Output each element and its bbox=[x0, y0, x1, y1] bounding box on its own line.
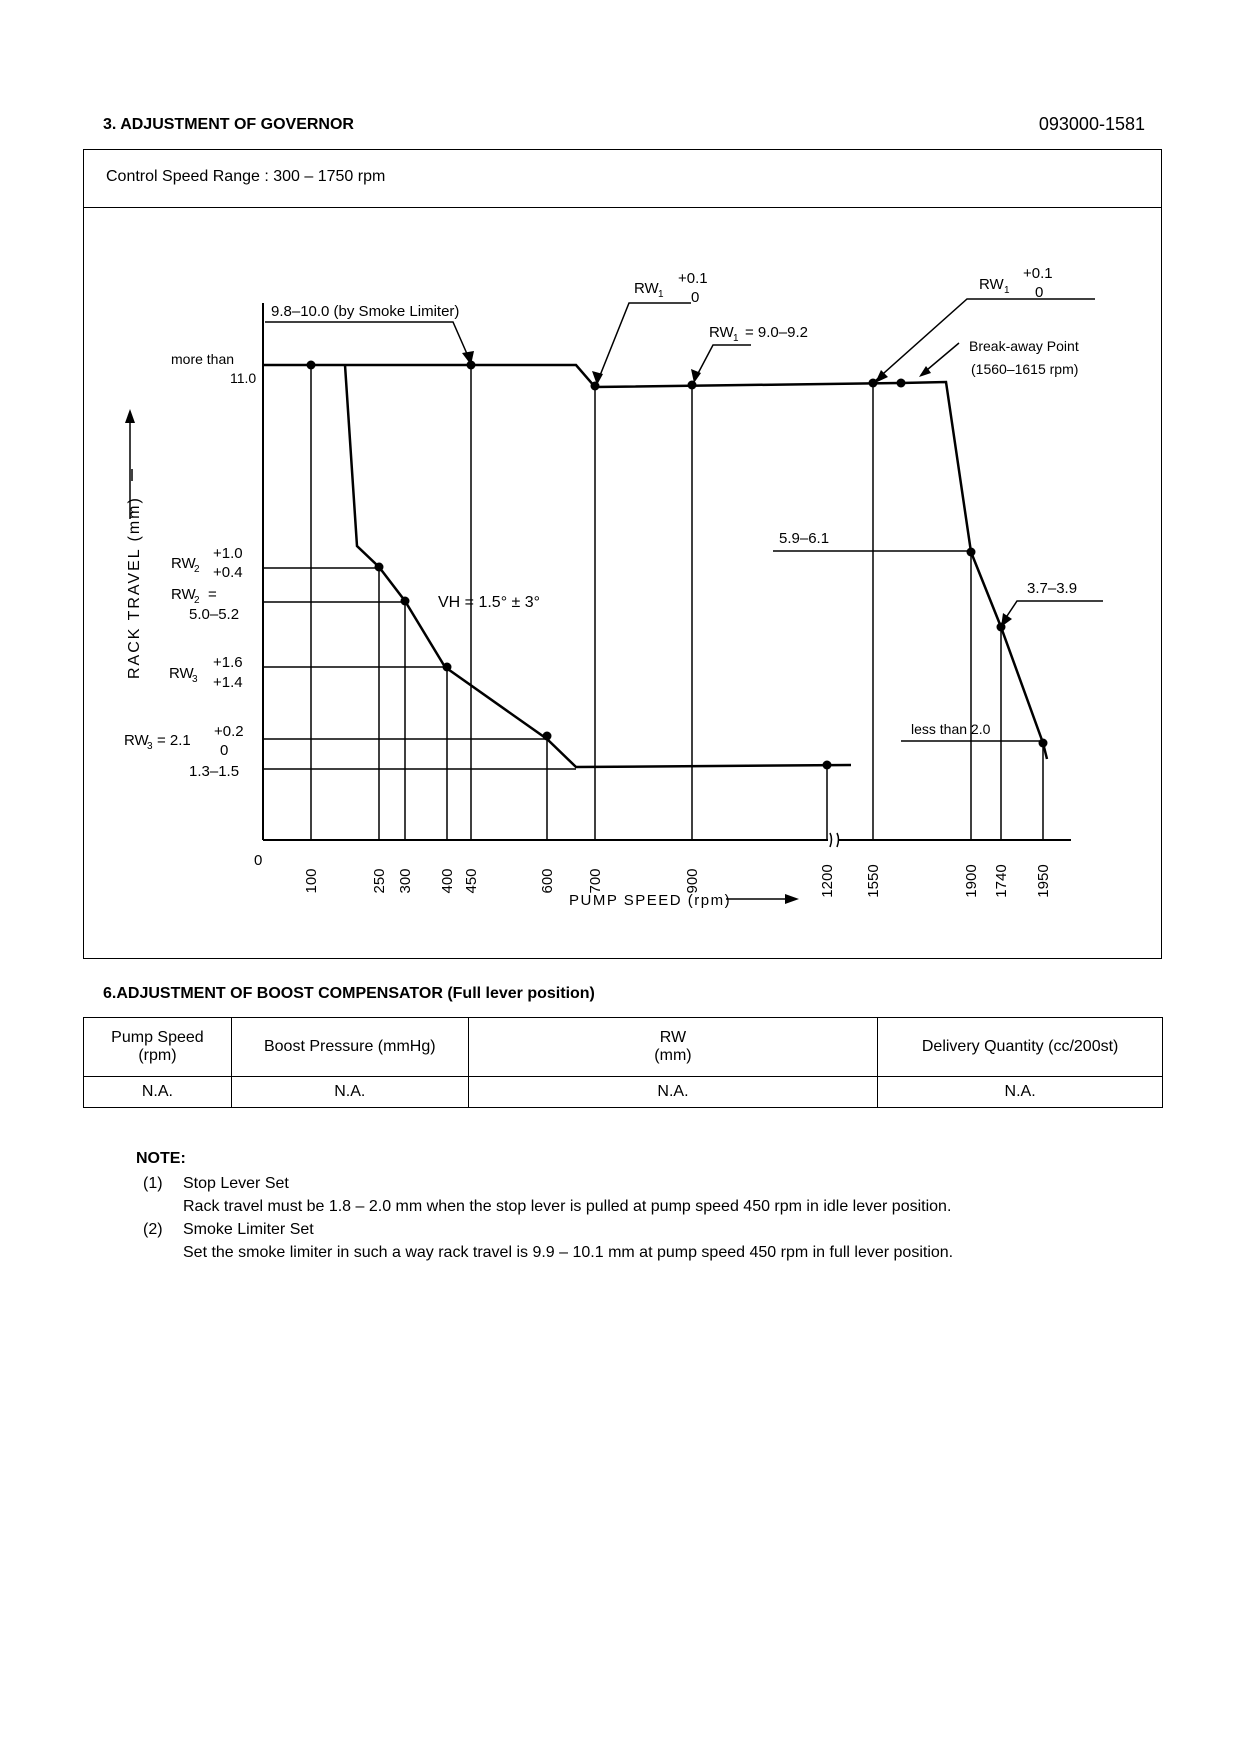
boost-table bbox=[83, 1017, 1163, 1108]
axis-break-mark bbox=[830, 833, 839, 847]
cell-delivery-quantity: N.A. bbox=[878, 1077, 1163, 1108]
full-load-curve bbox=[263, 365, 1047, 759]
data-point bbox=[307, 361, 316, 370]
note-heading: NOTE: bbox=[136, 1150, 186, 1167]
data-point bbox=[1039, 739, 1048, 748]
svg-text:+1.0: +1.0 bbox=[213, 545, 243, 562]
cell-rw: N.A. bbox=[468, 1077, 878, 1108]
cell-boost-pressure: N.A. bbox=[231, 1077, 468, 1108]
svg-text:RW: RW bbox=[171, 586, 196, 603]
value-11-label: 11.0 bbox=[230, 370, 257, 386]
table-row bbox=[84, 1077, 1163, 1108]
governor-chart bbox=[84, 208, 1160, 956]
idle-range-label: 1.3–1.5 bbox=[189, 763, 240, 780]
rw1-range-label: = 9.0–9.2 bbox=[745, 324, 808, 341]
x-tick-label: 900 bbox=[684, 868, 701, 894]
svg-text:3: 3 bbox=[147, 741, 153, 752]
idle-curve bbox=[345, 365, 851, 767]
data-point bbox=[997, 623, 1006, 632]
svg-text:5.0–5.2: 5.0–5.2 bbox=[189, 606, 240, 623]
svg-text:+1.4: +1.4 bbox=[213, 674, 243, 691]
more-than-label: more than bbox=[171, 351, 235, 367]
x-tick-label: 300 bbox=[397, 868, 414, 894]
x-tick-label: 250 bbox=[371, 868, 388, 894]
data-point bbox=[375, 563, 384, 572]
cell-pump-speed: N.A. bbox=[84, 1077, 232, 1108]
svg-text:+0.4: +0.4 bbox=[213, 564, 243, 581]
svg-text:+1.6: +1.6 bbox=[213, 654, 243, 671]
svg-text:RW: RW bbox=[169, 665, 194, 682]
x-tick-label: 1200 bbox=[819, 864, 836, 898]
svg-text:1: 1 bbox=[733, 333, 739, 344]
note-item: (2) Smoke Limiter Set bbox=[143, 1221, 314, 1238]
svg-text:1: 1 bbox=[658, 289, 664, 300]
svg-text:RW: RW bbox=[979, 276, 1004, 293]
svg-text:2: 2 bbox=[194, 595, 200, 606]
vh-label: VH = 1.5° ± 3° bbox=[438, 594, 541, 611]
table-header-row bbox=[84, 1018, 1163, 1077]
smoke-limiter-label: 9.8–10.0 (by Smoke Limiter) bbox=[271, 303, 460, 320]
svg-text:0: 0 bbox=[1035, 284, 1044, 301]
header-boost-pressure: Boost Pressure (mmHg) bbox=[231, 1018, 468, 1077]
document-number: 093000-1581 bbox=[1038, 114, 1145, 134]
less-than-label: less than 2.0 bbox=[911, 721, 991, 737]
data-point bbox=[443, 663, 452, 672]
svg-text:RW: RW bbox=[124, 732, 149, 749]
data-point bbox=[467, 361, 476, 370]
value-59-61-label: 5.9–6.1 bbox=[779, 530, 830, 547]
svg-text:=: = bbox=[208, 586, 217, 603]
x-axis-title: PUMP SPEED (rpm) bbox=[569, 892, 732, 909]
x-tick-label: 1950 bbox=[1035, 864, 1052, 898]
svg-text:1: 1 bbox=[1004, 285, 1010, 296]
break-away-range: (1560–1615 rpm) bbox=[971, 361, 1079, 377]
x-tick-label: 400 bbox=[439, 868, 456, 894]
header-rw: RW (mm) bbox=[468, 1018, 878, 1077]
control-speed-range: Control Speed Range : 300 – 1750 rpm bbox=[84, 150, 1161, 208]
x-tick-label: 1900 bbox=[963, 864, 980, 898]
data-point bbox=[591, 382, 600, 391]
x-tick-label: 450 bbox=[463, 868, 480, 894]
y-axis-title: RACK TRAVEL (mm) bbox=[126, 496, 143, 679]
x-tick-label: 700 bbox=[587, 868, 604, 894]
x-axis-arrowhead bbox=[785, 894, 799, 904]
data-point bbox=[401, 597, 410, 606]
x-tick-label: 0 bbox=[254, 852, 263, 869]
x-tick-label: 1740 bbox=[993, 864, 1010, 898]
break-away-label: Break-away Point bbox=[969, 338, 1079, 354]
svg-text:0: 0 bbox=[220, 742, 229, 759]
notes-list bbox=[143, 1172, 1143, 1264]
note-text: Set the smoke limiter in such a way rack travel is 9.9 – 10.1 mm at pump speed 450 rpm in full lever position. bbox=[183, 1244, 954, 1261]
svg-text:= 2.1: = 2.1 bbox=[157, 732, 191, 749]
svg-text:RW: RW bbox=[171, 555, 196, 572]
svg-text:+0.1: +0.1 bbox=[678, 270, 708, 287]
data-point bbox=[869, 379, 878, 388]
boost-section-title: 6.ADJUSTMENT OF BOOST COMPENSATOR (Full lever position) bbox=[103, 985, 595, 1002]
governor-panel bbox=[83, 149, 1162, 959]
data-point bbox=[967, 548, 976, 557]
x-tick-label: 100 bbox=[303, 868, 320, 894]
data-point bbox=[543, 732, 552, 741]
header-delivery-quantity: Delivery Quantity (cc/200st) bbox=[878, 1018, 1163, 1077]
data-point bbox=[897, 379, 906, 388]
svg-text:3: 3 bbox=[192, 674, 198, 685]
x-tick-label: 600 bbox=[539, 868, 556, 894]
note-item: (1) Stop Lever Set bbox=[143, 1175, 289, 1192]
data-point bbox=[823, 761, 832, 770]
x-tick-label: 1550 bbox=[865, 864, 882, 898]
value-37-39-label: 3.7–3.9 bbox=[1027, 580, 1078, 597]
section-title: 3. ADJUSTMENT OF GOVERNOR bbox=[103, 116, 354, 133]
svg-text:+0.1: +0.1 bbox=[1023, 265, 1053, 282]
svg-text:+0.2: +0.2 bbox=[214, 723, 244, 740]
header-pump-speed: Pump Speed (rpm) bbox=[84, 1018, 232, 1077]
y-axis-arrowhead bbox=[125, 409, 135, 423]
svg-text:RW: RW bbox=[634, 280, 659, 297]
svg-text:0: 0 bbox=[691, 289, 700, 306]
svg-text:RW: RW bbox=[709, 324, 734, 341]
data-point bbox=[688, 381, 697, 390]
svg-text:2: 2 bbox=[194, 564, 200, 575]
note-text: Rack travel must be 1.8 – 2.0 mm when the stop lever is pulled at pump speed 450 rpm in idle lever position. bbox=[183, 1198, 952, 1215]
